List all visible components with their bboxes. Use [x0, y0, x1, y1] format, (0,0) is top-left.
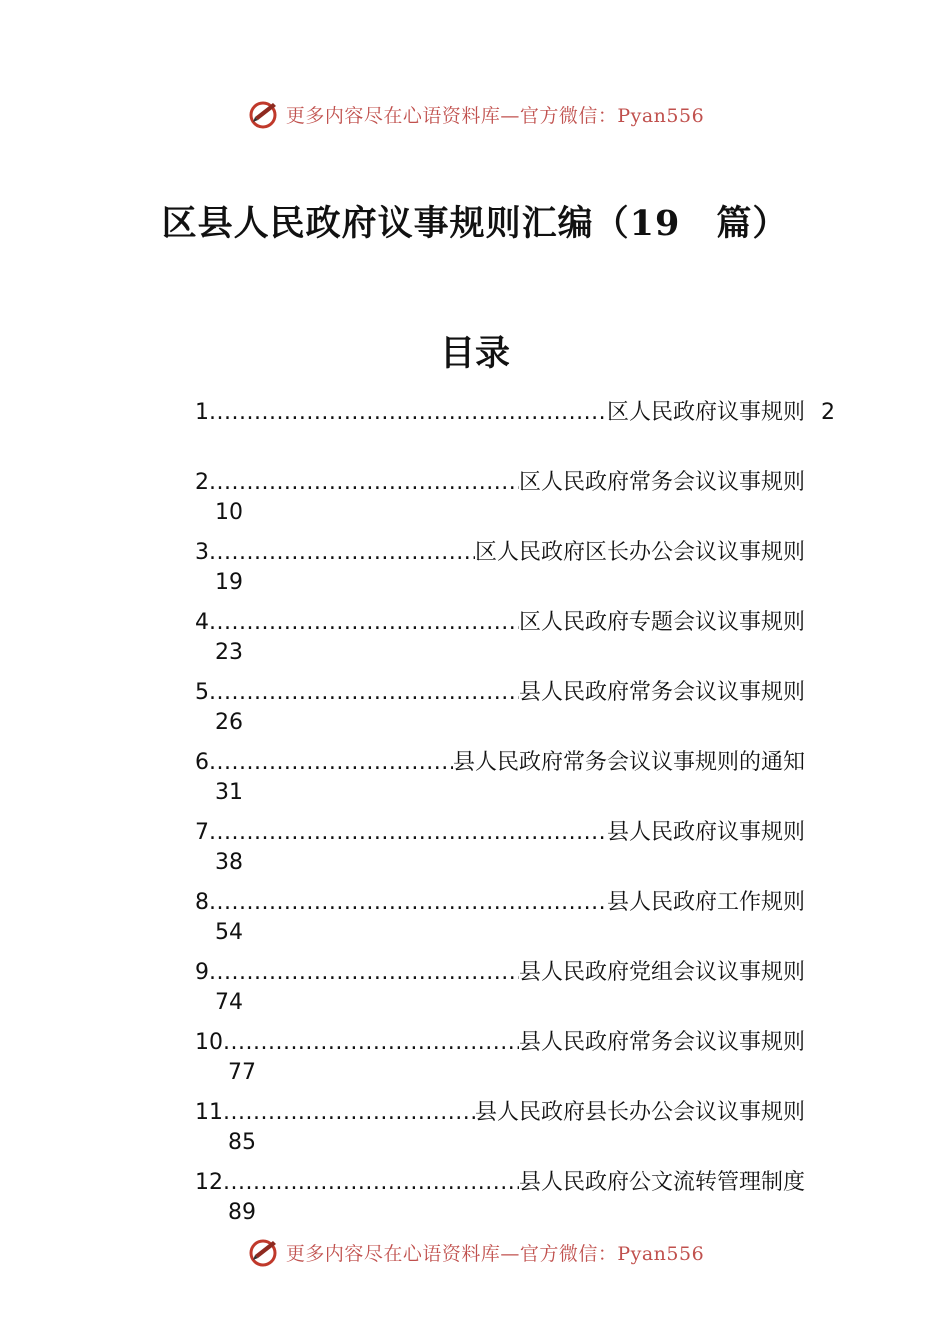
- document-title: 区县人民政府议事规则汇编（19 篇）: [161, 203, 789, 244]
- toc-entry-number: 8: [195, 890, 209, 915]
- toc-entry-number: 5: [195, 680, 209, 705]
- toc-entry-title: 县人民政府公文流转管理制度: [518, 1170, 805, 1195]
- toc-entry-page: 10: [215, 500, 243, 525]
- toc-entry-title: 区人民政府议事规则: [606, 400, 805, 425]
- toc-entry-title: 县人民政府议事规则: [606, 820, 805, 845]
- toc-entry-number: 12: [195, 1170, 223, 1195]
- footer-banner-text: 更多内容尽在心语资料库—官方微信：Pyan556: [285, 1242, 705, 1265]
- toc-leader-dots: [209, 748, 453, 778]
- toc-leader-dots: [209, 398, 607, 428]
- toc-entry[interactable]: [195, 888, 835, 958]
- toc-entry-title: 区人民政府区长办公会议议事规则: [474, 540, 805, 565]
- header-banner: [0, 94, 950, 134]
- footer-banner: [0, 1232, 950, 1272]
- toc-entry-number: 4: [195, 610, 209, 635]
- toc-entry-title: 县人民政府工作规则: [606, 890, 805, 915]
- toc-entry-number: 10: [195, 1030, 223, 1055]
- toc-entry[interactable]: [195, 1098, 835, 1168]
- toc-entry-number: 2: [195, 470, 209, 495]
- toc-entry-page: 26: [215, 710, 243, 735]
- toc-entry[interactable]: [195, 608, 835, 678]
- toc-entry[interactable]: [195, 398, 835, 468]
- toc-entry-page: 54: [215, 920, 243, 945]
- toc-entry[interactable]: [195, 1168, 835, 1238]
- toc-leader-dots: [209, 608, 519, 638]
- toc-entry-page: 77: [228, 1060, 256, 1085]
- toc-entry-title: 县人民政府党组会议议事规则: [518, 960, 805, 985]
- toc-leader-dots: [209, 678, 519, 708]
- toc-entry[interactable]: [195, 748, 835, 818]
- toc-leader-dots: [209, 888, 607, 918]
- pen-logo-icon: [246, 97, 280, 131]
- toc-entry-page: 2: [821, 400, 835, 425]
- toc-entry-page: 89: [228, 1200, 256, 1225]
- toc-entry[interactable]: [195, 1028, 835, 1098]
- toc-entry[interactable]: [195, 538, 835, 608]
- toc-leader-dots: [209, 818, 607, 848]
- toc-leader-dots: [209, 958, 519, 988]
- toc-leader-dots: [209, 468, 519, 498]
- toc-leader-dots: [209, 538, 475, 568]
- toc-entry[interactable]: [195, 958, 835, 1028]
- toc-heading: 目录: [439, 333, 510, 374]
- toc-entry[interactable]: [195, 818, 835, 888]
- table-of-contents: [195, 398, 835, 1238]
- toc-entry-page: 74: [215, 990, 243, 1015]
- toc-entry-number: 6: [195, 750, 209, 775]
- toc-entry-page: 19: [215, 570, 243, 595]
- toc-entry-number: 1: [195, 400, 209, 425]
- toc-entry-page: 85: [228, 1130, 256, 1155]
- toc-leader-dots: [223, 1028, 519, 1058]
- toc-entry[interactable]: [195, 468, 835, 538]
- toc-entry-title: 区人民政府专题会议议事规则: [518, 610, 805, 635]
- toc-entry-number: 11: [195, 1100, 223, 1125]
- toc-leader-dots: [223, 1098, 475, 1128]
- toc-entry-number: 9: [195, 960, 209, 985]
- header-banner-text: 更多内容尽在心语资料库—官方微信：Pyan556: [285, 104, 705, 127]
- toc-entry-title: 区人民政府常务会议议事规则: [518, 470, 805, 495]
- toc-entry-page: 31: [215, 780, 243, 805]
- toc-entry-title: 县人民政府常务会议议事规则: [518, 1030, 805, 1055]
- toc-entry[interactable]: [195, 678, 835, 748]
- toc-entry-number: 7: [195, 820, 209, 845]
- toc-entry-title: 县人民政府常务会议议事规则的通知: [452, 750, 805, 775]
- toc-entry-title: 县人民政府县长办公会议议事规则: [474, 1100, 805, 1125]
- toc-entry-title: 县人民政府常务会议议事规则: [518, 680, 805, 705]
- pen-logo-icon: [246, 1235, 280, 1269]
- toc-leader-dots: [223, 1168, 519, 1198]
- toc-entry-page: 38: [215, 850, 243, 875]
- toc-entry-page: 23: [215, 640, 243, 665]
- toc-entry-number: 3: [195, 540, 209, 565]
